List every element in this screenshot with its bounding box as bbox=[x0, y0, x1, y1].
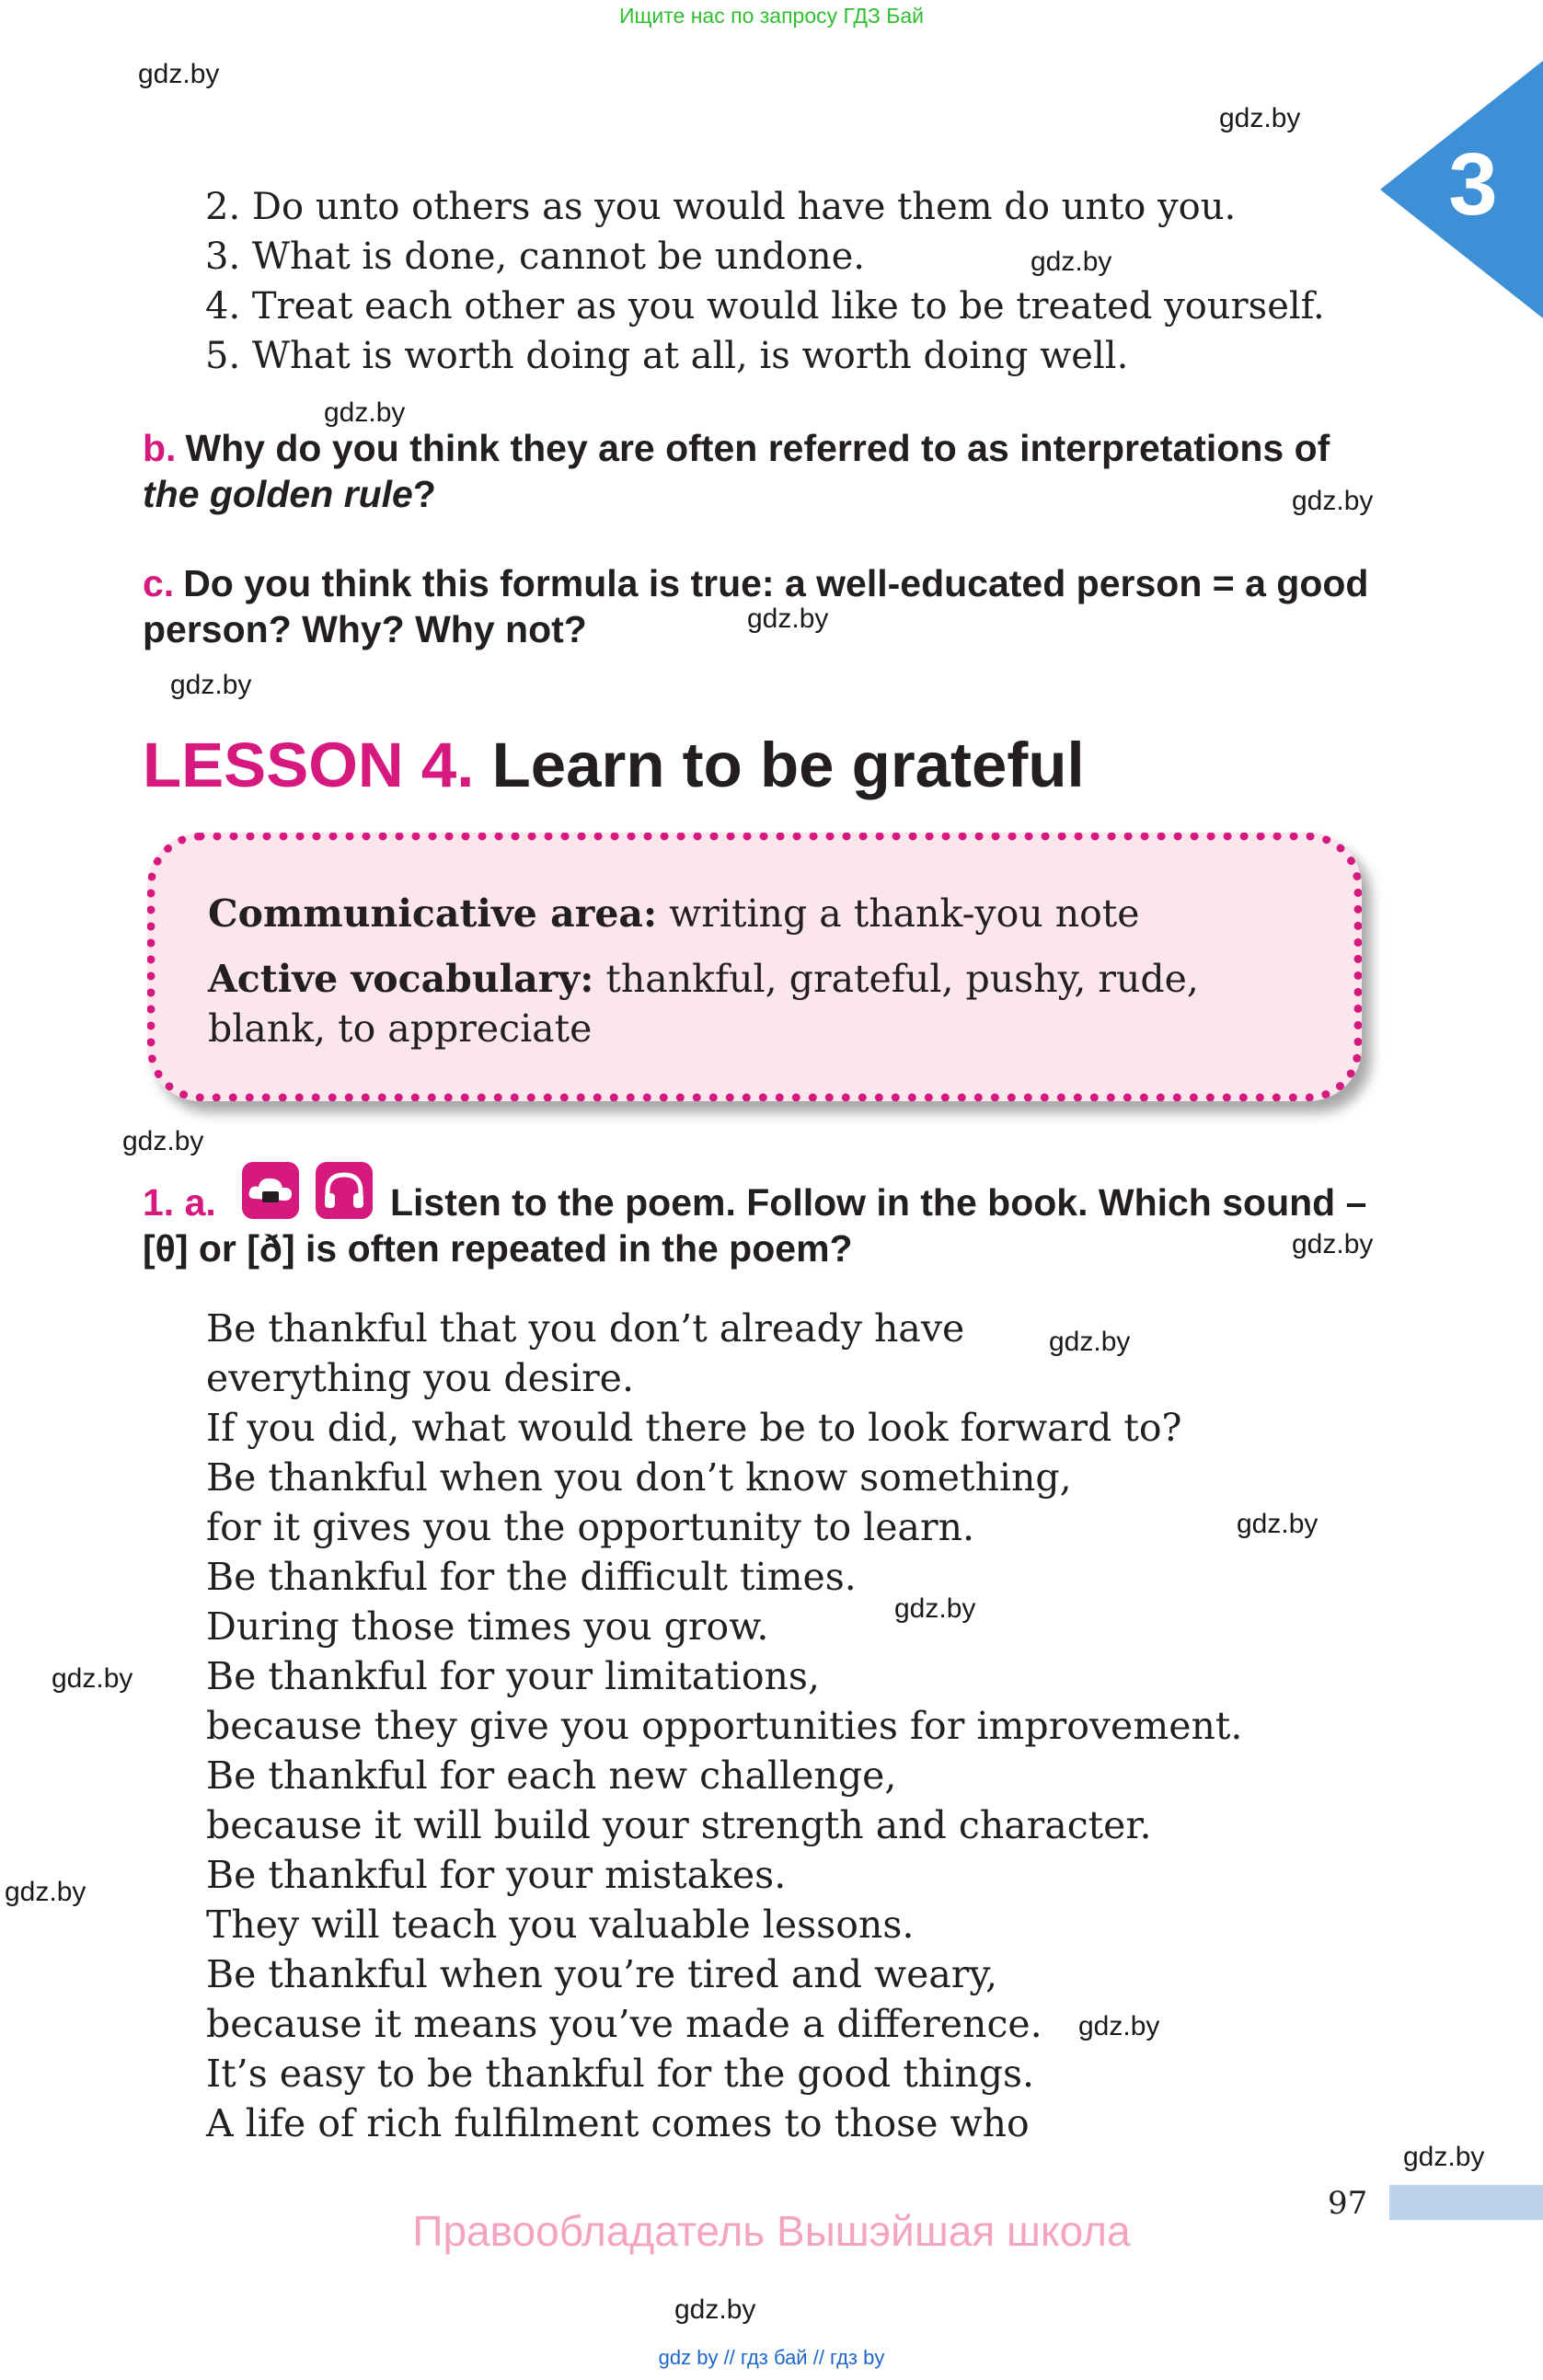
watermark: gdz.by bbox=[1049, 1327, 1131, 1357]
question-b-text: Why do you think they are often referred to as interpretations of bbox=[185, 427, 1330, 469]
watermark: gdz.by bbox=[52, 1663, 133, 1694]
poem-line: Be thankful for your limitations, bbox=[206, 1654, 820, 1698]
question-c bbox=[143, 560, 1394, 652]
watermark: gdz.by bbox=[1292, 1229, 1374, 1259]
proverb-2: 2. Do unto others as you would have them do unto you. bbox=[205, 186, 1237, 228]
poem-line: Be thankful when you don’t know something, bbox=[206, 1455, 1072, 1500]
watermark: gdz.by bbox=[1219, 103, 1301, 133]
poem-line: It’s easy to be thankful for the good things. bbox=[206, 2052, 1035, 2096]
active-vocabulary-label: Active vocabulary: bbox=[208, 957, 594, 1001]
headphones-icon[interactable] bbox=[316, 1162, 373, 1219]
lesson-heading bbox=[143, 729, 1085, 801]
footer-links[interactable]: gdz by // гдз бай // гдз by bbox=[658, 2346, 885, 2369]
poem-line: Be thankful for your mistakes. bbox=[206, 1853, 787, 1897]
poem-line: for it gives you the opportunity to learn. bbox=[206, 1505, 975, 1549]
cloud-audio-glyph bbox=[242, 1162, 299, 1219]
exercise-instruction-line2: [θ] or [ð] is often repeated in the poem? bbox=[143, 1227, 853, 1270]
lesson-title: Learn to be grateful bbox=[491, 730, 1085, 800]
poem-line: Be thankful that you don’t already have bbox=[206, 1306, 965, 1351]
watermark: gdz.by bbox=[894, 1593, 976, 1624]
watermark: gdz.by bbox=[1031, 247, 1112, 277]
headphones-glyph bbox=[316, 1162, 373, 1219]
poem-line: A life of rich fulfilment comes to those who bbox=[206, 2101, 1030, 2145]
proverb-3: 3. What is done, cannot be undone. bbox=[205, 236, 865, 278]
exercise-instruction-line1: Listen to the poem. Follow in the book. Which sound – bbox=[390, 1181, 1367, 1224]
question-b bbox=[143, 425, 1394, 517]
question-c-letter: c. bbox=[143, 562, 175, 604]
watermark: gdz.by bbox=[170, 670, 252, 700]
watermark: gdz.by bbox=[674, 2294, 756, 2325]
active-vocabulary bbox=[208, 957, 1199, 1001]
poem-line: If you did, what would there be to look forward to? bbox=[206, 1406, 1182, 1450]
golden-rule-phrase: the golden rule bbox=[143, 473, 413, 515]
page-number: 97 bbox=[1328, 2185, 1368, 2222]
exercise-number: 1. a. bbox=[143, 1181, 216, 1224]
poem-line: because it means you’ve made a difference. bbox=[206, 2002, 1042, 2046]
watermark: gdz.by bbox=[1078, 2011, 1160, 2041]
watermark: gdz.by bbox=[122, 1126, 204, 1156]
poem-line: because it will build your strength and character. bbox=[206, 1803, 1152, 1847]
watermark: gdz.by bbox=[324, 397, 406, 428]
poem-line: During those times you grow. bbox=[206, 1604, 769, 1649]
watermark: gdz.by bbox=[1403, 2142, 1485, 2172]
poem-line: everything you desire. bbox=[206, 1356, 634, 1400]
watermark: gdz.by bbox=[1237, 1509, 1318, 1539]
poem-line: They will teach you valuable lessons. bbox=[206, 1903, 915, 1947]
question-b-end: ? bbox=[412, 473, 436, 515]
question-b-letter: b. bbox=[143, 427, 177, 469]
watermark: gdz.by bbox=[138, 59, 220, 89]
poem-line: Be thankful when you’re tired and weary, bbox=[206, 1952, 998, 1996]
copyright-owner: Правообладатель Вышэйшая школа bbox=[412, 2207, 1131, 2255]
proverb-4: 4. Treat each other as you would like to be treated yourself. bbox=[205, 285, 1325, 328]
active-vocabulary-list: thankful, grateful, pushy, rude, bbox=[593, 957, 1199, 1001]
poem-line: Be thankful for each new challenge, bbox=[206, 1753, 897, 1798]
poem-line: because they give you opportunities for improvement. bbox=[206, 1704, 1243, 1748]
chapter-number: 3 bbox=[1448, 135, 1498, 234]
watermark: gdz.by bbox=[1292, 486, 1374, 516]
question-c-text: Do you think this formula is true: a well-educated person = a good person? Why? Why not? bbox=[143, 562, 1369, 650]
cloud-audio-icon[interactable] bbox=[242, 1162, 299, 1219]
header-search-note: Ищите нас по запросу ГДЗ Бай bbox=[618, 4, 925, 28]
chapter-tab bbox=[1380, 61, 1543, 318]
poem-line: Be thankful for the difficult times. bbox=[206, 1555, 857, 1599]
watermark: gdz.by bbox=[5, 1877, 86, 1907]
active-vocabulary-continued: blank, to appreciate bbox=[208, 1006, 593, 1051]
communicative-area-label: Communicative area: bbox=[208, 891, 658, 936]
communicative-area bbox=[208, 891, 1140, 936]
lesson-number: LESSON 4. bbox=[143, 730, 475, 800]
proverb-5: 5. What is worth doing at all, is worth doing well. bbox=[205, 335, 1129, 377]
watermark: gdz.by bbox=[747, 604, 829, 634]
communicative-area-value: writing a thank-you note bbox=[657, 891, 1140, 936]
